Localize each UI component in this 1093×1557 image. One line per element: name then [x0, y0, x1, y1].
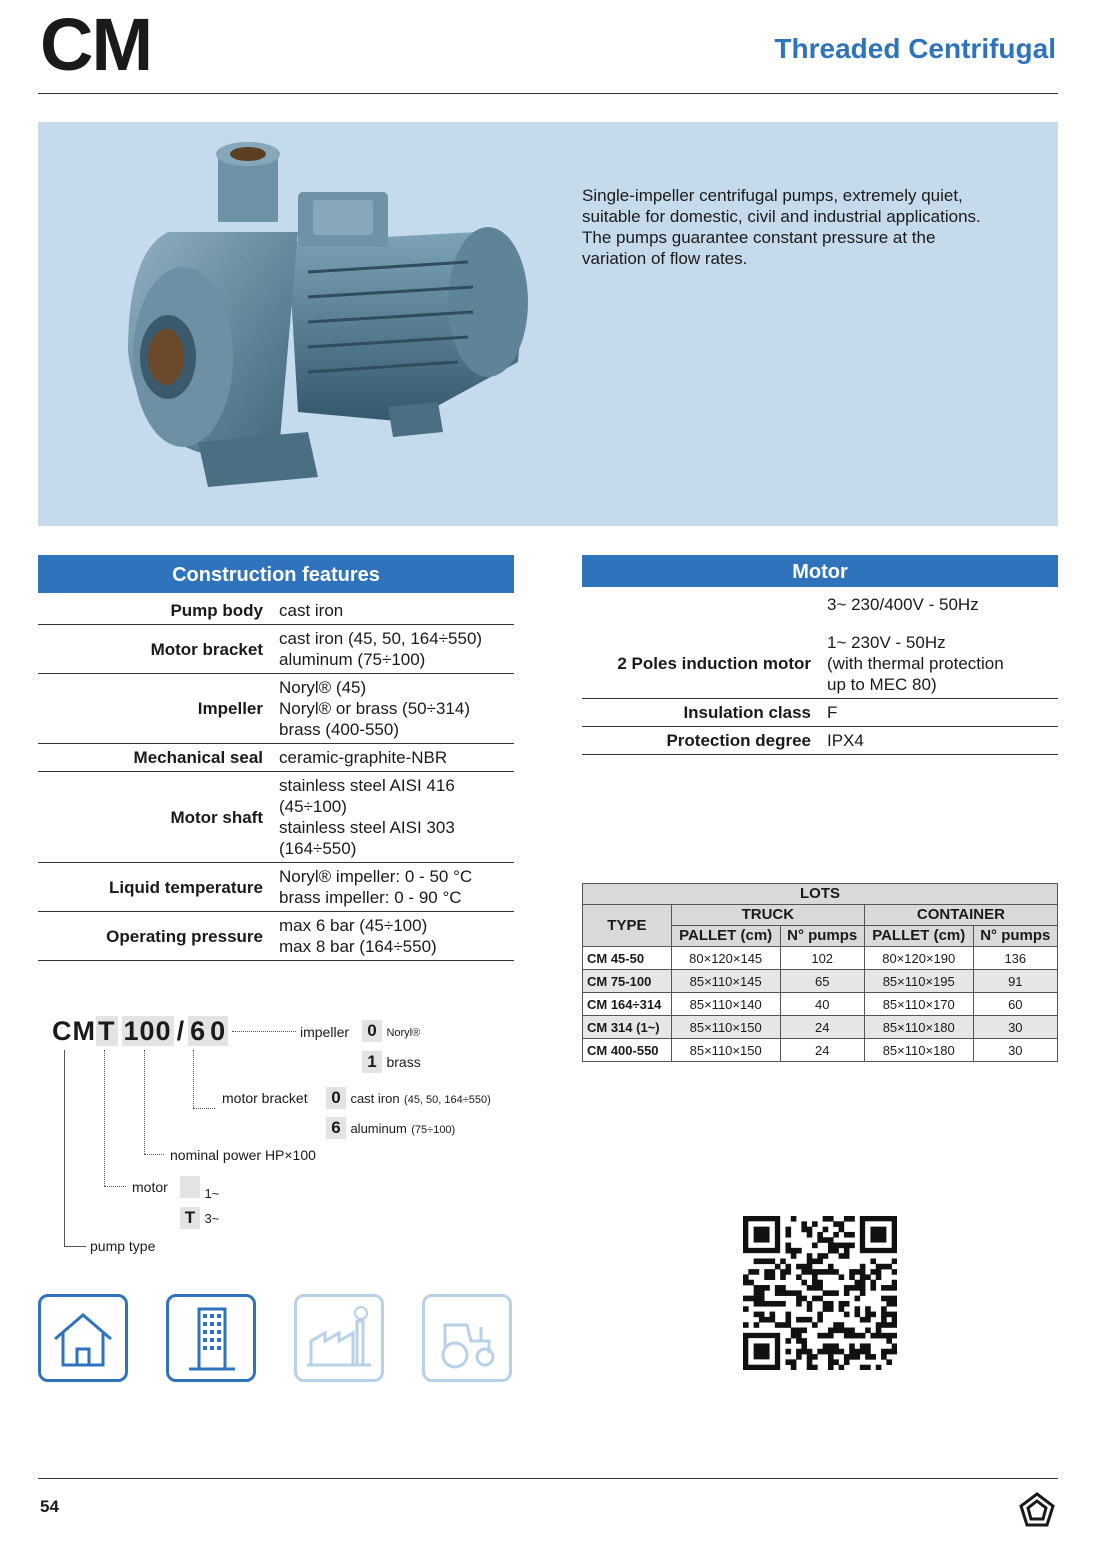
bracket-option-6-note: (75÷100) — [411, 1124, 456, 1136]
qr-code[interactable] — [743, 1216, 897, 1370]
motor-table — [582, 591, 1058, 755]
construction-value: Noryl® (45) Noryl® or brass (50÷314) brass (400-550) — [279, 678, 470, 739]
impeller-key-1: 1 — [362, 1051, 382, 1073]
building-icon — [166, 1294, 256, 1382]
motor-key-1 — [180, 1176, 200, 1198]
page-number: 54 — [40, 1497, 59, 1516]
construction-value: max 6 bar (45÷100) max 8 bar (164÷550) — [279, 916, 437, 956]
lots-cell-tp: 80×120×145 — [671, 947, 780, 970]
col-truck-npumps: N° pumps — [780, 926, 864, 947]
construction-key: Mechanical seal — [133, 748, 263, 767]
construction-row — [38, 597, 514, 625]
construction-row — [38, 772, 514, 863]
leader-bracket-h — [193, 1108, 215, 1109]
lots-cell-cp: 85×110×180 — [864, 1039, 973, 1062]
lots-cell-cp: 85×110×170 — [864, 993, 973, 1016]
power-label: nominal power HP×100 — [170, 1147, 316, 1163]
lots-cell-type: CM 75-100 — [583, 970, 672, 993]
construction-value: cast iron — [279, 601, 344, 620]
bracket-option-6-label: aluminum — [350, 1121, 407, 1136]
construction-key: Operating pressure — [106, 926, 263, 946]
lots-cell-tp: 85×110×150 — [671, 1039, 780, 1062]
tractor-icon — [422, 1294, 512, 1382]
leader-motor-v — [104, 1050, 105, 1186]
construction-key: Motor bracket — [150, 639, 263, 659]
lots-cell-cn: 60 — [973, 993, 1057, 1016]
footer-divider — [38, 1478, 1058, 1479]
construction-row — [38, 744, 514, 772]
bracket-key-0: 0 — [326, 1087, 346, 1109]
brand-logo-icon — [1017, 1490, 1057, 1530]
lots-cell-tn: 24 — [780, 1016, 864, 1039]
motor-value: 1~ 230V - 50Hz (with thermal protection up to MEC 80) — [827, 633, 1004, 694]
model-code — [52, 1016, 228, 1047]
lots-cell-cp: 80×120×190 — [864, 947, 973, 970]
table-row — [583, 970, 1058, 993]
motor-option-1-label: 1~ — [204, 1186, 220, 1201]
lots-cell-tp: 85×110×140 — [671, 993, 780, 1016]
construction-value: ceramic-graphite-NBR — [279, 748, 448, 767]
impeller-option-0 — [362, 1020, 420, 1042]
leader-bracket-v — [193, 1050, 194, 1108]
lots-cell-cn: 30 — [973, 1039, 1057, 1062]
leader-pumptype-v — [64, 1050, 65, 1246]
impeller-option-1 — [362, 1051, 421, 1073]
motor-option-T — [180, 1207, 219, 1229]
col-truck: TRUCK — [671, 905, 864, 926]
construction-value: Noryl® impeller: 0 - 50 °C brass impeller: 0 - 90 °C — [279, 867, 473, 907]
construction-key: Impeller — [197, 699, 263, 718]
lots-cell-cn: 30 — [973, 1016, 1057, 1039]
house-icon — [38, 1294, 128, 1382]
product-description: Single-impeller centrifugal pumps, extremely quiet, suitable for domestic, civil and industrial applications. The pumps guarantee constant pressure at the variation of flow rates. — [582, 186, 981, 268]
construction-table — [38, 597, 514, 961]
code-motor: T — [98, 1016, 116, 1046]
table-row — [583, 947, 1058, 970]
table-row — [583, 1039, 1058, 1062]
lots-cell-type: CM 164÷314 — [583, 993, 672, 1016]
code-impeller: 0 — [210, 1016, 227, 1046]
motor-key-T: T — [180, 1207, 200, 1229]
construction-key: Liquid temperature — [109, 877, 263, 897]
motor-row — [582, 591, 1058, 629]
hero-panel — [38, 122, 1058, 526]
bracket-option-0-label: cast iron — [350, 1091, 400, 1106]
construction-row — [38, 863, 514, 912]
motor-row — [582, 699, 1058, 727]
table-row — [583, 1016, 1058, 1039]
motor-value: F — [827, 703, 838, 722]
bracket-option-6 — [326, 1117, 455, 1139]
motor-option-1 — [180, 1176, 219, 1203]
leader-power-v — [144, 1050, 145, 1154]
code-power: 100 — [123, 1016, 172, 1046]
pump-illustration — [108, 132, 548, 522]
motor-key — [582, 591, 827, 629]
impeller-option-1-label: brass — [386, 1054, 421, 1070]
motor-value: IPX4 — [827, 731, 864, 750]
header-divider — [38, 93, 1058, 94]
code-bracket: 6 — [190, 1016, 207, 1046]
lots-cell-cn: 136 — [973, 947, 1057, 970]
code-pump-type: CM — [52, 1016, 96, 1046]
lots-cell-tp: 85×110×150 — [671, 1016, 780, 1039]
leader-power-h — [144, 1154, 164, 1155]
construction-key: Pump body — [170, 601, 263, 620]
model-title: CM — [40, 3, 152, 86]
col-truck-pallet: PALLET (cm) — [671, 926, 780, 947]
lots-title: LOTS — [583, 884, 1058, 905]
motor-key: Protection degree — [666, 731, 811, 750]
motor-row — [582, 727, 1058, 755]
impeller-key-0: 0 — [362, 1020, 382, 1042]
bracket-option-0-note: (45, 50, 164÷550) — [404, 1094, 491, 1106]
lots-cell-cp: 85×110×180 — [864, 1016, 973, 1039]
bracket-option-0 — [326, 1087, 491, 1109]
bracket-key-6: 6 — [326, 1117, 346, 1139]
impeller-label: impeller — [300, 1024, 350, 1040]
lots-cell-tn: 65 — [780, 970, 864, 993]
construction-value: cast iron (45, 50, 164÷550) aluminum (75÷100) — [279, 629, 483, 669]
construction-row — [38, 674, 514, 744]
motor-row — [582, 629, 1058, 699]
factory-icon — [294, 1294, 384, 1382]
motor-option-T-label: 3~ — [204, 1211, 220, 1226]
leader-motor-h — [104, 1186, 126, 1187]
lots-cell-cn: 91 — [973, 970, 1057, 993]
construction-row — [38, 625, 514, 674]
col-type: TYPE — [583, 905, 672, 947]
impeller-option-0-label: Noryl® — [386, 1027, 421, 1039]
motor-key: Insulation class — [683, 703, 811, 722]
motor-value: 3~ 230/400V - 50Hz — [827, 595, 979, 614]
lots-cell-type: CM 45-50 — [583, 947, 672, 970]
lots-cell-type: CM 314 (1~) — [583, 1016, 672, 1039]
col-container-npumps: N° pumps — [973, 926, 1057, 947]
table-row — [583, 993, 1058, 1016]
page-subtitle: Threaded Centrifugal — [774, 33, 1056, 64]
lots-cell-tp: 85×110×145 — [671, 970, 780, 993]
motor-header: Motor — [582, 555, 1058, 587]
leader-impeller — [232, 1031, 296, 1032]
lots-cell-tn: 102 — [780, 947, 864, 970]
code-separator: / — [176, 1016, 186, 1046]
col-container: CONTAINER — [864, 905, 1057, 926]
motor-key: 2 Poles induction motor — [617, 654, 811, 673]
bracket-label: motor bracket — [222, 1090, 308, 1106]
construction-row — [38, 912, 514, 961]
lots-table — [582, 883, 1058, 1062]
construction-header: Construction features — [38, 555, 514, 593]
construction-key: Motor shaft — [170, 807, 263, 827]
lots-cell-type: CM 400-550 — [583, 1039, 672, 1062]
col-container-pallet: PALLET (cm) — [864, 926, 973, 947]
construction-value: stainless steel AISI 416 (45÷100) stainless steel AISI 303 (164÷550) — [279, 776, 455, 858]
pumptype-label: pump type — [90, 1238, 156, 1254]
motor-label: motor — [132, 1179, 168, 1195]
lots-cell-tn: 40 — [780, 993, 864, 1016]
lots-cell-cp: 85×110×195 — [864, 970, 973, 993]
lots-cell-tn: 24 — [780, 1039, 864, 1062]
leader-pumptype-h — [64, 1246, 86, 1247]
